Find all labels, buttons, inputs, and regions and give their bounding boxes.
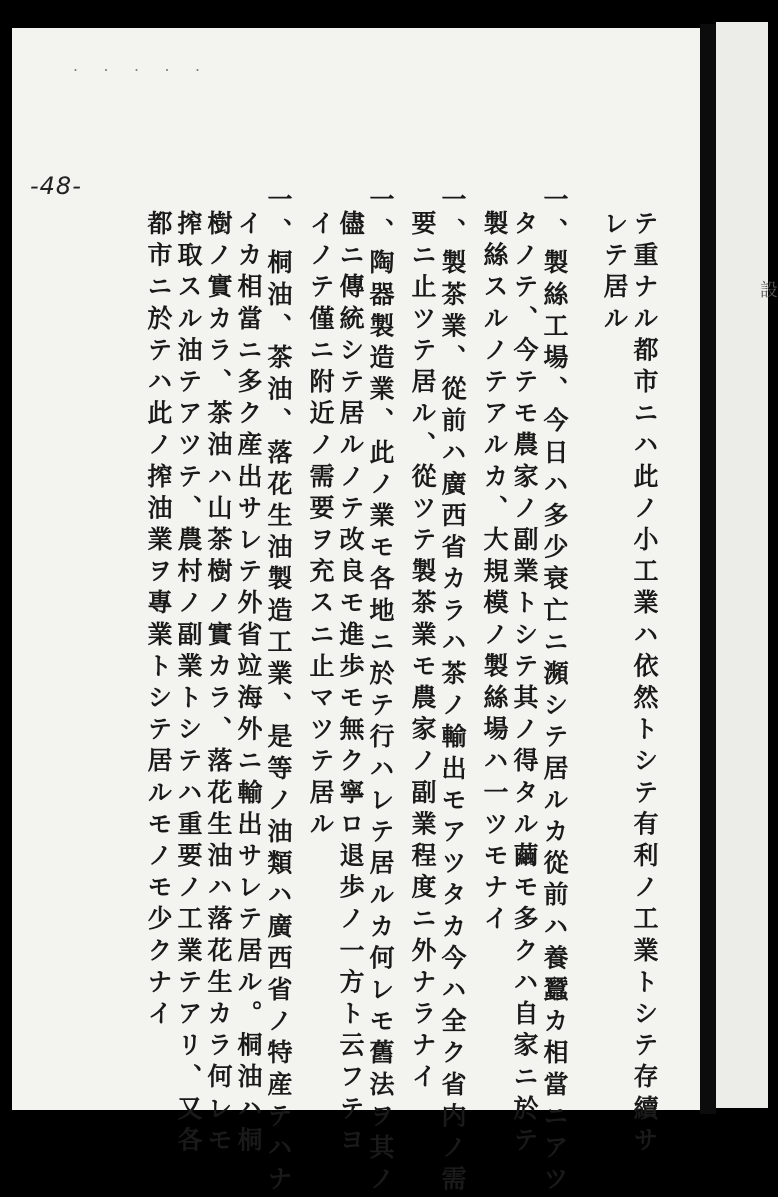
- text-column: 一、陶器製造業、此ノ業モ各地ニ於テ行ハレテ居ルカ何レモ舊法ヲ其ノ: [366, 186, 395, 1197]
- page-binding-edge: [700, 24, 716, 1114]
- text-column: 一、製絲工場、今日ハ多少衰亡ニ瀕シテ居ルカ從前ハ養蠶カ相當ニアツ: [540, 186, 569, 1197]
- text-column: 都市ニ於テハ此ノ搾油業ヲ專業トシテ居ルモノモ少クナイ: [144, 210, 173, 1032]
- text-column: 搾取スル油テアツテ、農村ノ副業トシテハ重要ノ工業テアリ、又各: [174, 210, 203, 1158]
- adjacent-page-text: 設: [757, 280, 778, 298]
- text-column: タノテ、今テモ農家ノ副業トシテ其ノ得タル繭モ多クハ自家ニ於テ: [510, 210, 539, 1158]
- text-column: 儘ニ傳統シテ居ルノテ改良モ進歩モ無ク寧ロ退歩ノ一方ト云フテヨ: [336, 210, 365, 1158]
- text-column: レテ居ル: [600, 210, 629, 337]
- text-column: 一、製茶業、從前ハ廣西省カラハ茶ノ輸出モアツタカ今ハ全ク省内ノ需: [438, 186, 467, 1197]
- adjacent-page: [716, 22, 768, 1108]
- text-column: イカ相當ニ多ク産出サレテ外省竝海外ニ輸出サレテ居ル。桐油ハ桐: [234, 210, 263, 1158]
- text-column: 製絲スルノテアルカ、大規模ノ製絲場ハ一ツモナイ: [480, 210, 509, 937]
- page-number: -48-: [30, 172, 82, 200]
- text-column: 要ニ止ツテ居ル、從ツテ製茶業モ農家ノ副業程度ニ外ナラナイ: [408, 210, 437, 1095]
- text-column: 一、桐油、茶油、落花生油製造工業、是等ノ油類ハ廣西省ノ特産テハナ: [264, 186, 293, 1197]
- text-column: イノテ僅ニ附近ノ需要ヲ充スニ止マツテ居ル: [306, 210, 335, 842]
- text-column: テ重ナル都市ニハ此ノ小工業ハ依然トシテ有利ノ工業トシテ存續サ: [630, 210, 659, 1158]
- scan-smudge-marks: ・ ・ ・ ・ ・: [70, 64, 211, 77]
- text-column: 樹ノ實カラ、茶油ハ山茶樹ノ實カラ、落花生油ハ落花生カラ何レモ: [204, 210, 233, 1158]
